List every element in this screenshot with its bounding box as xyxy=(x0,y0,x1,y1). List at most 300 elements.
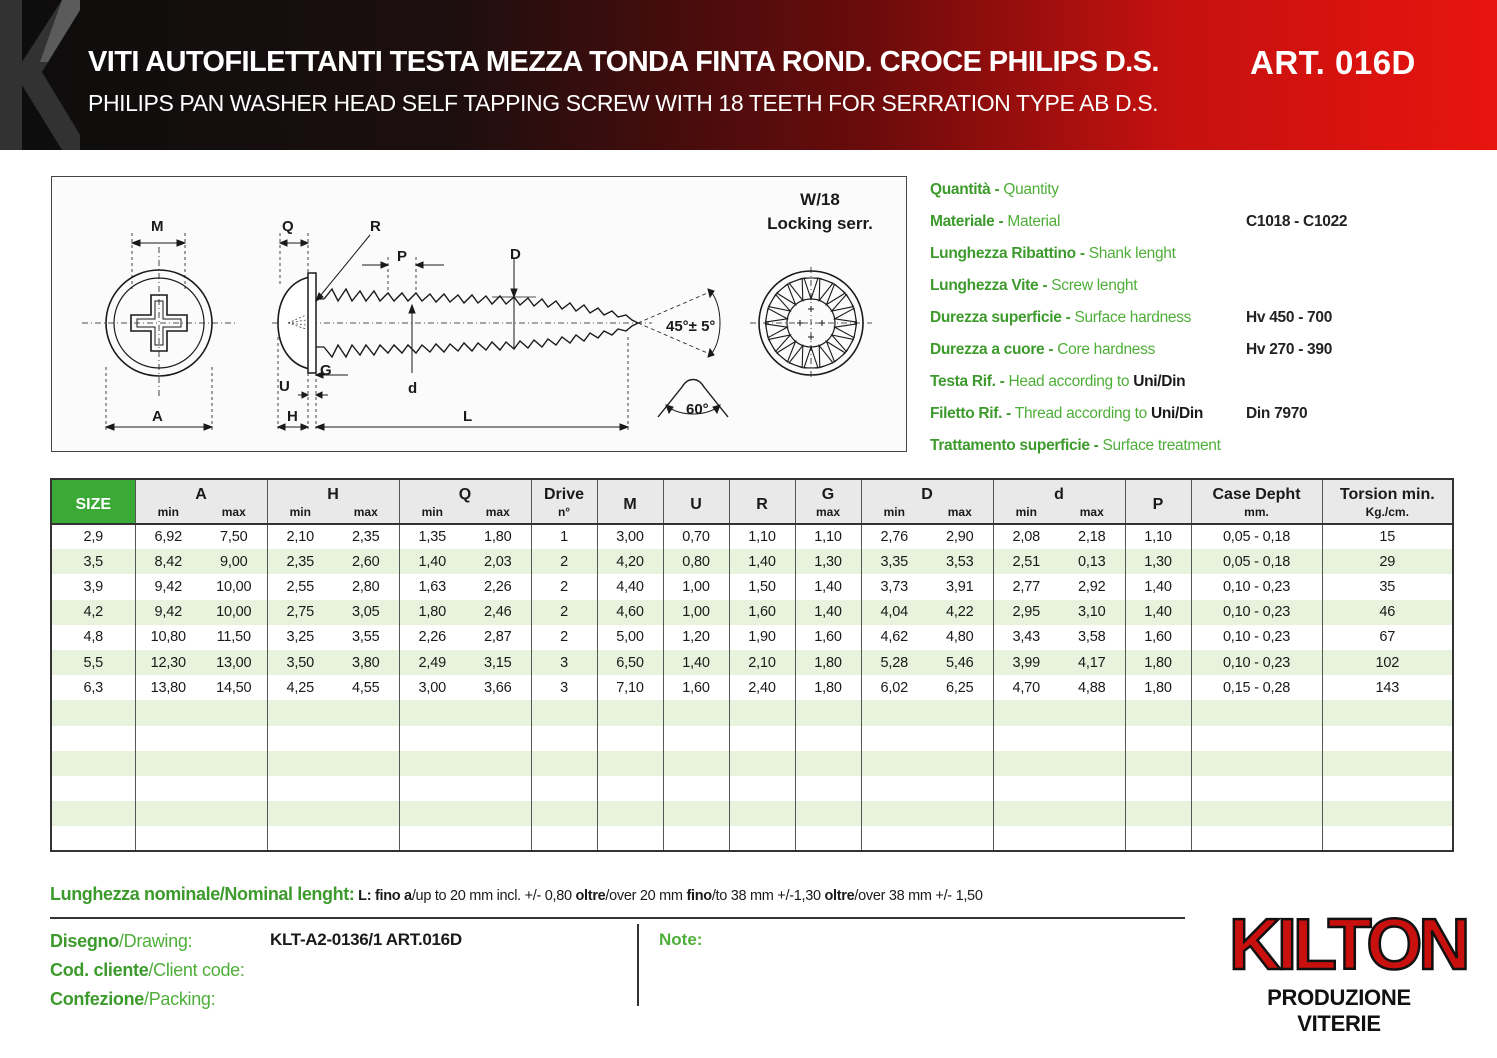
cell-drive: 1 xyxy=(531,524,597,549)
header-case-unit: mm. xyxy=(1191,504,1322,524)
spec-key xyxy=(930,213,1060,231)
cell-G-max: 1,60 xyxy=(795,625,861,650)
header-case-depth: Case Depht xyxy=(1191,479,1322,504)
nominal-part-5: fino xyxy=(686,888,712,904)
cell-empty xyxy=(795,700,861,725)
cell-size: 6,3 xyxy=(51,675,135,700)
cell-P: 1,30 xyxy=(1125,549,1191,574)
label-Q: Q xyxy=(282,218,294,235)
spec-row xyxy=(930,370,1470,402)
cell-empty xyxy=(135,700,201,725)
cell-empty xyxy=(201,776,267,801)
table-row xyxy=(51,600,1453,625)
spec-key xyxy=(930,437,1221,455)
cell-empty xyxy=(1191,776,1322,801)
header-Q-min: min xyxy=(399,504,465,524)
screw-drawing-svg xyxy=(52,177,908,453)
cell-empty xyxy=(1125,726,1191,751)
cell-U: 1,40 xyxy=(663,650,729,675)
cell-empty xyxy=(1125,700,1191,725)
cell-d-max: 2,92 xyxy=(1059,574,1125,599)
cell-H-max: 3,55 xyxy=(333,625,399,650)
cell-empty xyxy=(201,826,267,851)
cell-M: 4,20 xyxy=(597,549,663,574)
cell-empty xyxy=(1322,700,1453,725)
label-L: L xyxy=(463,408,473,425)
cell-empty xyxy=(993,700,1059,725)
cell-drive: 3 xyxy=(531,675,597,700)
cell-empty xyxy=(51,776,135,801)
cell-Q-min: 1,35 xyxy=(399,524,465,549)
header-Q: Q xyxy=(399,479,531,504)
cell-size: 3,9 xyxy=(51,574,135,599)
cell-M: 4,60 xyxy=(597,600,663,625)
cell-empty xyxy=(465,726,531,751)
cell-U: 1,20 xyxy=(663,625,729,650)
dimensions-table xyxy=(50,478,1454,852)
table-row xyxy=(51,574,1453,599)
label-U: U xyxy=(279,378,290,395)
spec-key-english: Core hardness xyxy=(1053,341,1156,358)
cell-Q-min: 3,00 xyxy=(399,675,465,700)
cell-G-max: 1,10 xyxy=(795,524,861,549)
cell-H-min: 2,10 xyxy=(267,524,333,549)
spec-key xyxy=(930,309,1191,327)
spec-row xyxy=(930,178,1470,210)
cell-empty xyxy=(1191,751,1322,776)
header-Q-max: max xyxy=(465,504,531,524)
kilton-k-logo-icon xyxy=(0,0,80,150)
page-title-english: PHILIPS PAN WASHER HEAD SELF TAPPING SCREW WITH 18 TEETH FOR SERRATION TYPE AB D.S. xyxy=(88,90,1159,116)
cell-empty xyxy=(267,726,333,751)
cell-empty xyxy=(51,751,135,776)
cell-U: 1,60 xyxy=(663,675,729,700)
label-H: H xyxy=(287,408,298,425)
drawing-row xyxy=(50,931,192,952)
spec-value: Hv 270 - 390 xyxy=(1246,341,1333,358)
cell-H-max: 3,05 xyxy=(333,600,399,625)
cell-empty xyxy=(267,776,333,801)
header-A: A xyxy=(135,479,267,504)
spec-value: C1018 - C1022 xyxy=(1246,213,1348,230)
nominal-part-4: /over 20 mm xyxy=(605,888,687,904)
drawing-value: KLT-A2-0136/1 ART.016D xyxy=(270,930,462,949)
cell-A-max: 14,50 xyxy=(201,675,267,700)
table-row xyxy=(51,549,1453,574)
cell-empty xyxy=(201,700,267,725)
header-D: D xyxy=(861,479,993,504)
cell-empty xyxy=(1322,726,1453,751)
cell-d-max: 0,13 xyxy=(1059,549,1125,574)
spec-key-standard: Uni/Din xyxy=(1133,373,1186,390)
cell-Q-max: 2,87 xyxy=(465,625,531,650)
cell-empty xyxy=(201,801,267,826)
nominal-length-note xyxy=(50,884,983,905)
cell-empty xyxy=(465,751,531,776)
cell-empty xyxy=(729,801,795,826)
label-P: P xyxy=(397,248,408,265)
cell-Q-min: 2,49 xyxy=(399,650,465,675)
cell-D-max: 4,22 xyxy=(927,600,993,625)
cell-empty xyxy=(729,826,795,851)
spec-key-italian: Lunghezza Ribattino - xyxy=(930,245,1085,262)
cell-size: 4,8 xyxy=(51,625,135,650)
header-drive-sub: n° xyxy=(531,504,597,524)
spec-value: Din 7970 xyxy=(1246,405,1308,422)
table-row-empty xyxy=(51,826,1453,851)
cell-empty xyxy=(597,776,663,801)
cell-empty xyxy=(927,801,993,826)
cell-R: 2,40 xyxy=(729,675,795,700)
screw-side-view xyxy=(272,233,728,433)
spec-key-italian: Lunghezza Vite - xyxy=(930,277,1048,294)
cell-G-max: 1,40 xyxy=(795,574,861,599)
header-d-max: max xyxy=(1059,504,1125,524)
cell-empty xyxy=(531,751,597,776)
cell-D-max: 2,90 xyxy=(927,524,993,549)
cell-G-max: 1,80 xyxy=(795,675,861,700)
header-drive: Drive xyxy=(531,479,597,504)
spec-key xyxy=(930,245,1176,263)
client-label-en: /Client code: xyxy=(148,960,245,980)
cell-Q-min: 1,63 xyxy=(399,574,465,599)
cell-A-max: 10,00 xyxy=(201,574,267,599)
cell-case-depth: 0,10 - 0,23 xyxy=(1191,625,1322,650)
cell-R: 2,10 xyxy=(729,650,795,675)
table-row-empty xyxy=(51,801,1453,826)
nominal-part-6: /to 38 mm +/-1,30 xyxy=(711,888,825,904)
cell-empty xyxy=(333,726,399,751)
cell-empty xyxy=(927,776,993,801)
cell-empty xyxy=(1125,801,1191,826)
cell-U: 1,00 xyxy=(663,600,729,625)
table-row xyxy=(51,524,1453,549)
cell-A-max: 7,50 xyxy=(201,524,267,549)
cell-D-min: 6,02 xyxy=(861,675,927,700)
cell-empty xyxy=(135,751,201,776)
header-M: M xyxy=(597,479,663,524)
label-thread-angle: 60° xyxy=(686,401,709,418)
serration-title: W/18 xyxy=(800,190,840,209)
drawing-label-it: Disegno xyxy=(50,931,119,951)
cell-empty xyxy=(927,700,993,725)
cell-empty xyxy=(729,726,795,751)
cell-D-max: 6,25 xyxy=(927,675,993,700)
cell-Q-max: 2,46 xyxy=(465,600,531,625)
logo-tagline: PRODUZIONE VITERIE xyxy=(1267,985,1411,1036)
cell-D-max: 5,46 xyxy=(927,650,993,675)
cell-A-min: 12,30 xyxy=(135,650,201,675)
cell-d-max: 3,10 xyxy=(1059,600,1125,625)
cell-empty xyxy=(333,776,399,801)
cell-empty xyxy=(795,826,861,851)
article-code: ART. 016D xyxy=(1250,44,1416,81)
cell-empty xyxy=(663,700,729,725)
cell-case-depth: 0,15 - 0,28 xyxy=(1191,675,1322,700)
cell-empty xyxy=(993,801,1059,826)
cell-empty xyxy=(399,751,465,776)
cell-empty xyxy=(927,826,993,851)
drawing-label-en: /Drawing: xyxy=(118,931,193,951)
cell-D-min: 4,62 xyxy=(861,625,927,650)
cell-empty xyxy=(1322,751,1453,776)
cell-drive: 3 xyxy=(531,650,597,675)
cell-empty xyxy=(531,826,597,851)
spec-key-english: Thread according to xyxy=(1011,405,1151,422)
spec-row xyxy=(930,210,1470,242)
cell-A-min: 8,42 xyxy=(135,549,201,574)
cell-Q-max: 3,66 xyxy=(465,675,531,700)
cell-Q-max: 2,26 xyxy=(465,574,531,599)
cell-d-min: 2,51 xyxy=(993,549,1059,574)
cell-torsion: 46 xyxy=(1322,600,1453,625)
spec-key xyxy=(930,277,1137,295)
cell-H-max: 2,60 xyxy=(333,549,399,574)
logo-brand: KILTON xyxy=(1229,905,1467,985)
cell-empty xyxy=(1059,776,1125,801)
cell-H-min: 2,55 xyxy=(267,574,333,599)
nominal-part-3: oltre xyxy=(575,888,606,904)
spec-key-english: Quantity xyxy=(999,181,1059,198)
header-A-max: max xyxy=(201,504,267,524)
label-tip-angle: 45°± 5° xyxy=(666,318,716,335)
serration-view xyxy=(750,267,872,379)
cell-empty xyxy=(465,801,531,826)
cell-R: 1,60 xyxy=(729,600,795,625)
cell-empty xyxy=(51,700,135,725)
cell-H-min: 2,35 xyxy=(267,549,333,574)
packing-label-it: Confezione xyxy=(50,989,144,1009)
cell-empty xyxy=(1059,801,1125,826)
cell-empty xyxy=(663,776,729,801)
cell-empty xyxy=(795,776,861,801)
spec-row xyxy=(930,402,1470,434)
cell-M: 7,10 xyxy=(597,675,663,700)
cell-empty xyxy=(729,700,795,725)
cell-A-min: 13,80 xyxy=(135,675,201,700)
cell-empty xyxy=(1322,801,1453,826)
cell-A-min: 10,80 xyxy=(135,625,201,650)
cell-A-min: 6,92 xyxy=(135,524,201,549)
cell-empty xyxy=(399,776,465,801)
header-A-min: min xyxy=(135,504,201,524)
technical-drawing xyxy=(51,176,907,452)
cell-size: 5,5 xyxy=(51,650,135,675)
cell-empty xyxy=(465,776,531,801)
cell-d-min: 2,95 xyxy=(993,600,1059,625)
cell-empty xyxy=(729,776,795,801)
cell-drive: 2 xyxy=(531,625,597,650)
cell-empty xyxy=(333,700,399,725)
cell-R: 1,10 xyxy=(729,524,795,549)
client-code-row xyxy=(50,960,245,981)
cell-empty xyxy=(531,776,597,801)
serration-subtitle: Locking serr. xyxy=(767,214,873,233)
cell-empty xyxy=(861,801,927,826)
cell-empty xyxy=(597,826,663,851)
cell-H-max: 4,55 xyxy=(333,675,399,700)
cell-size: 3,5 xyxy=(51,549,135,574)
cell-case-depth: 0,05 - 0,18 xyxy=(1191,524,1322,549)
header-R: R xyxy=(729,479,795,524)
cell-size: 2,9 xyxy=(51,524,135,549)
cell-empty xyxy=(993,751,1059,776)
nominal-part-1: L: fino a xyxy=(354,888,412,904)
cell-empty xyxy=(333,826,399,851)
label-M: M xyxy=(151,218,164,235)
label-d: d xyxy=(408,380,418,397)
cell-empty xyxy=(993,726,1059,751)
cell-Q-max: 2,03 xyxy=(465,549,531,574)
cell-empty xyxy=(465,700,531,725)
cell-H-max: 3,80 xyxy=(333,650,399,675)
header-H-max: max xyxy=(333,504,399,524)
cell-empty xyxy=(135,776,201,801)
page-title-italian: VITI AUTOFILETTANTI TESTA MEZZA TONDA FINTA ROND. CROCE PHILIPS D.S. xyxy=(88,46,1159,78)
spec-value: Hv 450 - 700 xyxy=(1246,309,1333,326)
spec-key-english: Surface hardness xyxy=(1070,309,1192,326)
specifications-list xyxy=(930,178,1470,466)
header-torsion: Torsion min. xyxy=(1322,479,1453,504)
cell-case-depth: 0,05 - 0,18 xyxy=(1191,549,1322,574)
cell-D-min: 5,28 xyxy=(861,650,927,675)
table-row xyxy=(51,675,1453,700)
spec-key xyxy=(930,373,1185,391)
table-row-empty xyxy=(51,700,1453,725)
spec-key-english: Head according to xyxy=(1004,373,1134,390)
cell-empty xyxy=(399,826,465,851)
cell-empty xyxy=(861,751,927,776)
spec-key-english: Shank lenght xyxy=(1084,245,1176,262)
cell-R: 1,90 xyxy=(729,625,795,650)
cell-P: 1,60 xyxy=(1125,625,1191,650)
cell-empty xyxy=(1191,826,1322,851)
cell-empty xyxy=(1059,826,1125,851)
cell-empty xyxy=(1125,776,1191,801)
cell-D-max: 4,80 xyxy=(927,625,993,650)
cell-empty xyxy=(663,826,729,851)
cell-empty xyxy=(993,776,1059,801)
cell-empty xyxy=(333,751,399,776)
spec-row xyxy=(930,306,1470,338)
cell-empty xyxy=(663,726,729,751)
header-D-min: min xyxy=(861,504,927,524)
table-row-empty xyxy=(51,726,1453,751)
nominal-part-7: oltre xyxy=(824,888,855,904)
cell-Q-min: 2,26 xyxy=(399,625,465,650)
cell-empty xyxy=(861,826,927,851)
spec-key xyxy=(930,405,1203,423)
label-A: A xyxy=(152,408,163,425)
cell-H-min: 3,25 xyxy=(267,625,333,650)
cell-empty xyxy=(927,751,993,776)
label-D: D xyxy=(510,246,521,263)
cell-empty xyxy=(201,726,267,751)
footer-divider xyxy=(50,917,1185,919)
cell-empty xyxy=(399,801,465,826)
cell-M: 4,40 xyxy=(597,574,663,599)
cell-D-max: 3,91 xyxy=(927,574,993,599)
cell-torsion: 15 xyxy=(1322,524,1453,549)
head-top-view xyxy=(82,233,236,433)
spec-row xyxy=(930,242,1470,274)
table-row-empty xyxy=(51,776,1453,801)
cell-empty xyxy=(333,801,399,826)
cell-D-max: 3,53 xyxy=(927,549,993,574)
cell-empty xyxy=(267,751,333,776)
cell-empty xyxy=(531,801,597,826)
cell-H-min: 2,75 xyxy=(267,600,333,625)
header-G: G xyxy=(795,479,861,504)
cell-empty xyxy=(1059,700,1125,725)
cell-U: 0,80 xyxy=(663,549,729,574)
spec-key-standard: Uni/Din xyxy=(1150,405,1204,422)
cell-P: 1,40 xyxy=(1125,574,1191,599)
cell-H-max: 2,35 xyxy=(333,524,399,549)
cell-P: 1,80 xyxy=(1125,675,1191,700)
spec-row xyxy=(930,274,1470,306)
cell-empty xyxy=(861,700,927,725)
cell-P: 1,80 xyxy=(1125,650,1191,675)
kilton-logo xyxy=(1229,905,1467,1036)
cell-empty xyxy=(1191,700,1322,725)
cell-empty xyxy=(135,826,201,851)
cell-empty xyxy=(729,751,795,776)
cell-G-max: 1,80 xyxy=(795,650,861,675)
cell-empty xyxy=(663,801,729,826)
label-G: G xyxy=(320,362,332,379)
cell-empty xyxy=(795,751,861,776)
cell-empty xyxy=(267,801,333,826)
cell-H-min: 4,25 xyxy=(267,675,333,700)
spec-key-italian: Durezza a cuore - xyxy=(930,341,1054,358)
spec-key-italian: Quantità - xyxy=(930,181,1000,198)
cell-H-max: 2,80 xyxy=(333,574,399,599)
cell-empty xyxy=(1322,826,1453,851)
cell-P: 1,10 xyxy=(1125,524,1191,549)
cell-empty xyxy=(1059,726,1125,751)
cell-A-max: 11,50 xyxy=(201,625,267,650)
cell-D-min: 3,35 xyxy=(861,549,927,574)
spec-key-italian: Materiale - xyxy=(930,213,1004,230)
cell-D-min: 4,04 xyxy=(861,600,927,625)
cell-empty xyxy=(267,700,333,725)
header-torsion-unit: Kg./cm. xyxy=(1322,504,1453,524)
spec-key-italian: Testa Rif. - xyxy=(930,373,1005,390)
packing-row xyxy=(50,989,215,1010)
cell-H-min: 3,50 xyxy=(267,650,333,675)
header-banner xyxy=(0,0,1497,150)
cell-Q-max: 3,15 xyxy=(465,650,531,675)
cell-R: 1,50 xyxy=(729,574,795,599)
cell-torsion: 35 xyxy=(1322,574,1453,599)
cell-empty xyxy=(1191,726,1322,751)
spec-key xyxy=(930,341,1155,359)
cell-empty xyxy=(597,726,663,751)
cell-Q-max: 1,80 xyxy=(465,524,531,549)
cell-d-min: 2,08 xyxy=(993,524,1059,549)
packing-label-en: /Packing: xyxy=(144,989,216,1009)
label-R: R xyxy=(370,218,381,235)
cell-case-depth: 0,10 - 0,23 xyxy=(1191,600,1322,625)
cell-empty xyxy=(597,751,663,776)
cell-drive: 2 xyxy=(531,600,597,625)
cell-empty xyxy=(597,801,663,826)
table-body xyxy=(51,524,1453,851)
cell-d-max: 2,18 xyxy=(1059,524,1125,549)
cell-empty xyxy=(531,726,597,751)
cell-empty xyxy=(51,826,135,851)
